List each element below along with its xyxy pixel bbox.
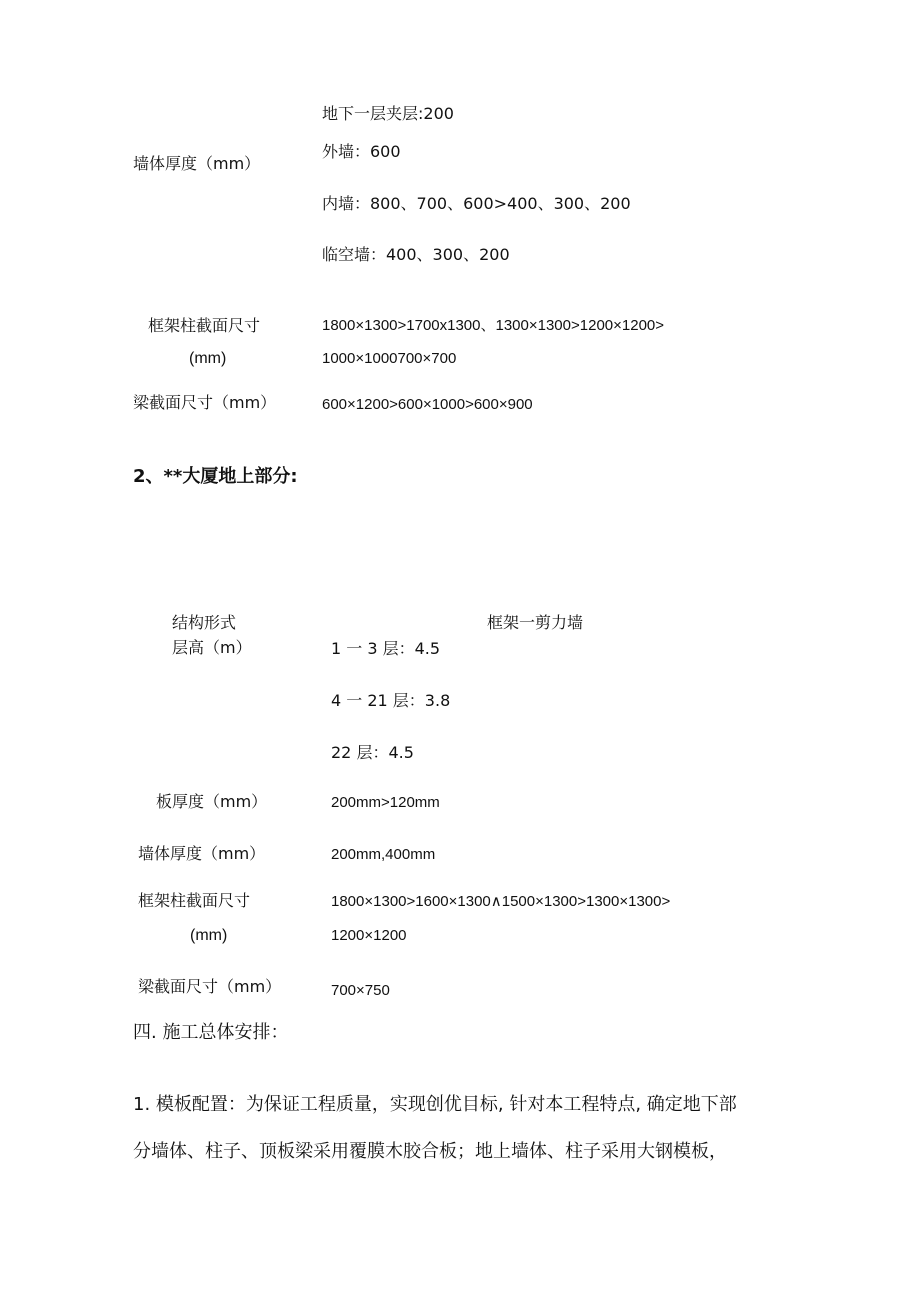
beam-section-value-above: 700×750 — [331, 982, 390, 999]
floor-height-4-21: 4 一 21 层：3.8 — [331, 691, 451, 710]
wall-thickness-exterior: 外墙：600 — [322, 142, 401, 161]
floor-height-label: 层高（m） — [172, 638, 252, 657]
column-section-value: 1800×1300>1700x1300、1300×1300>1200×1200> — [322, 317, 665, 334]
column-section-label: 框架柱截面尺寸 — [148, 316, 261, 335]
floor-height-1-3: 1 一 3 层：4.5 — [331, 639, 441, 658]
formwork-paragraph-line2: 分墙体、柱子、顶板梁采用覆膜木胶合板；地上墙体、柱子采用大钢模板， — [133, 1141, 727, 1162]
structure-form-label: 结构形式 — [172, 613, 237, 632]
wall-thickness-interior: 内墙：800、700、600>400、300、200 — [322, 194, 631, 213]
wall-thickness-value-above: 200mm,400mm — [331, 846, 436, 863]
wall-thickness-label-above: 墙体厚度（mm） — [138, 844, 266, 863]
wall-thickness-label: 墙体厚度（mm） — [133, 154, 261, 173]
slab-thickness-value: 200mm>120mm — [331, 794, 440, 811]
section-heading-aboveground: 2、**大厦地上部分: — [133, 466, 298, 487]
slab-thickness-label: 板厚度（mm） — [156, 792, 268, 811]
wall-thickness-shelter: 临空墙：400、300、200 — [322, 245, 510, 264]
wall-thickness-mezzanine: 地下一层夹层:200 — [322, 104, 454, 123]
beam-section-label: 梁截面尺寸（mm） — [133, 393, 277, 412]
beam-section-value: 600×1200>600×1000>600×900 — [322, 396, 533, 413]
column-section-value-above-cont: 1200×1200 — [331, 927, 407, 944]
column-section-value-cont: 1000×1000700×700 — [322, 350, 457, 367]
column-section-value-above: 1800×1300>1600×1300∧1500×1300>1300×1300> — [331, 893, 671, 910]
column-section-unit-above: (mm) — [190, 927, 228, 944]
section-heading-construction-plan: 四. 施工总体安排： — [133, 1022, 289, 1043]
column-section-unit: (mm) — [189, 350, 227, 367]
beam-section-label-above: 梁截面尺寸（mm） — [138, 977, 282, 996]
formwork-paragraph-line1: 1. 模板配置：为保证工程质量，实现创优目标, 针对本工程特点, 确定地下部 — [133, 1094, 737, 1115]
structure-form-value: 框架一剪力墙 — [487, 613, 584, 632]
floor-height-22: 22 层：4.5 — [331, 743, 414, 762]
column-section-label-above: 框架柱截面尺寸 — [138, 891, 251, 910]
